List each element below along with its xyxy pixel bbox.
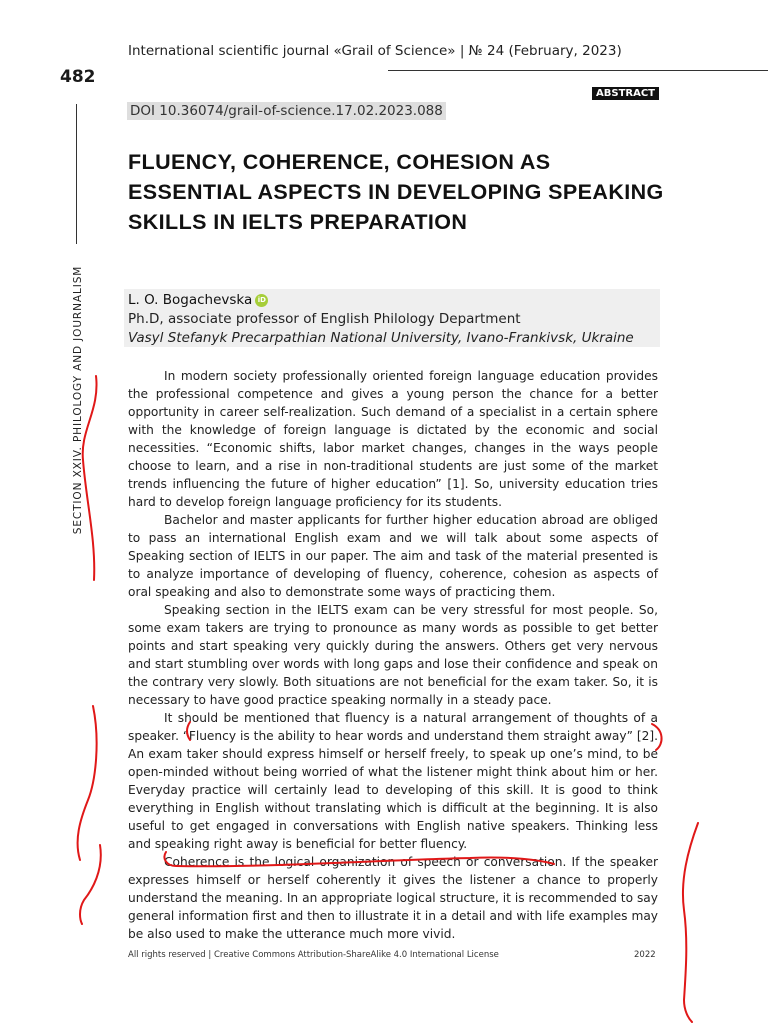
author-position: Ph.D, associate professor of English Philology Department — [128, 311, 521, 327]
annotation-bracket-left-1 — [83, 376, 97, 580]
annotation-bracket-left-2 — [78, 706, 97, 860]
paragraph: Speaking section in the IELTS exam can be very stressful for most people. So, some exam takers are trying to pronounce as many words as possible to get better points and start speaking very quickly during the answers. Others get very nervous and start stumbling over words with long gaps and lose their confidence and speak on the contrary very slowly. Both situations are not beneficial for the exam taker. So, it is necessary to have good practice speaking normally in a steady pace. — [128, 603, 658, 707]
annotation-bracket-right — [683, 823, 698, 1022]
article-title: FLUENCY, COHERENCE, COHESION AS ESSENTIAL ASPECTS IN DEVELOPING SPEAKING SKILLS IN IELTS PREPARATION — [128, 150, 664, 234]
abstract-badge: ABSTRACT — [592, 87, 659, 100]
paragraph: Coherence is the logical organization of speech or conversation. If the speaker expresses himself or herself coherently it gives the listener a chance to properly understand the meaning. In an appropriate logical structure, it is recommended to say general information first and then to illustrate it in a detail and with life examples may be also used to make the utterance much more vivid. — [128, 855, 658, 941]
journal-header: International scientific journal «Grail of Science» | № 24 (February, 2023) — [128, 43, 622, 59]
side-rule — [76, 104, 77, 244]
paragraph: Bachelor and master applicants for further higher education abroad are obliged to pass an international English exam and we will talk about some aspects of Speaking section of IELTS in our paper. The aim and task of the material presented is to analyze importance of developing of fluency, coherence, cohesion as aspects of oral speaking and also to demonstrate some ways of practicing them. — [128, 513, 658, 599]
article-body — [128, 367, 658, 943]
paragraph: In modern society professionally oriented foreign language education provides the professional competence and gives a young person the chance for a better opportunity in career self-realization. Such demand of a specialist in a certain sphere with the knowledge of foreign language is dictated by the economic and social necessities. “Economic shifts, labor market changes, changes in the ways people choose to learn, and a rise in non-traditional students are just some of the market trends influencing the future of higher education” [1]. So, university education tries hard to develop foreign language proficiency for its students. — [128, 369, 658, 509]
paragraph: It should be mentioned that fluency is a natural arrangement of thoughts of a speaker. “Fluency is the ability to hear words and understand them straight away” [2]. An exam taker should express himself or herself freely, to speak up one’s mind, to be open-minded without being worried of what the listener might think about him or her. Everyday practice will certainly lead to developing of this skill. It is good to think everything in English without translating which is difficult at the beginning. It is also useful to get engaged in conversations with English native speakers. Thinking less and speaking right away is beneficial for better fluency. — [128, 711, 658, 851]
author-box — [124, 289, 660, 347]
footer-license: All rights reserved | Creative Commons Attribution-ShareAlike 4.0 International License — [128, 950, 499, 960]
footer-year: 2022 — [634, 950, 656, 960]
author-name: L. O. Bogachevska — [128, 292, 253, 308]
section-label: SECTION XXIV. PHILOLOGY AND JOURNALISM — [72, 265, 84, 535]
page-number: 482 — [60, 67, 96, 87]
header-rule — [388, 70, 768, 71]
annotation-bracket-left-3 — [80, 845, 101, 924]
doi-link[interactable]: DOI 10.36074/grail-of-science.17.02.2023.088 — [127, 102, 446, 120]
author-affiliation: Vasyl Stefanyk Precarpathian National University, Ivano-Frankivsk, Ukraine — [128, 330, 634, 346]
orcid-icon[interactable]: iD — [255, 294, 268, 307]
